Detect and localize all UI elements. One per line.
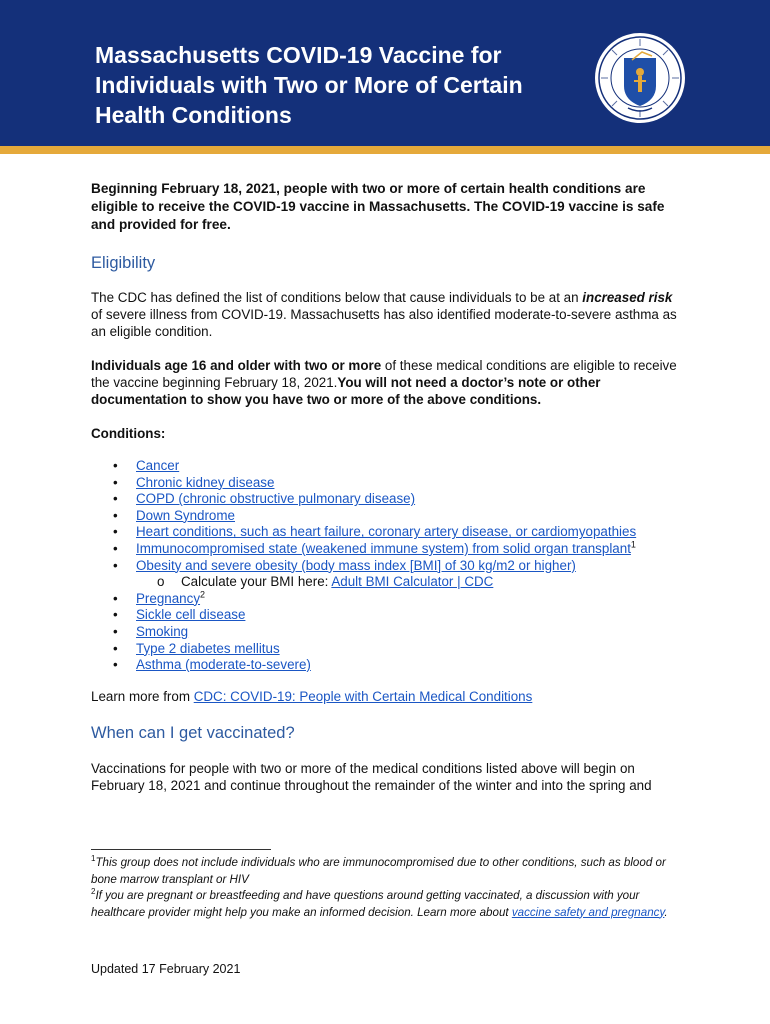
updated-date: Updated 17 February 2021: [91, 962, 241, 976]
bullet: •: [113, 607, 118, 623]
list-item: [91, 524, 636, 541]
p1-text: The CDC has defined the list of conditions below that cause individuals to be at an: [91, 290, 583, 305]
list-item: [91, 508, 636, 525]
when-paragraph: Vaccinations for people with two or more of the medical conditions listed above will begin on February 18, 2021 and continue throughout the remainder of the winter and into the spring and: [91, 761, 652, 793]
list-item: [91, 558, 636, 575]
list-item: [91, 491, 636, 508]
learn-more-line: [91, 688, 681, 705]
list-item: [91, 458, 636, 475]
footnote-1-number: 1: [91, 854, 96, 864]
massachusetts-seal-icon: [594, 32, 686, 124]
list-item: [91, 641, 636, 658]
bullet: •: [113, 507, 118, 523]
footnote-1: [91, 855, 681, 888]
condition-link-diabetes[interactable]: Type 2 diabetes mellitus: [136, 640, 280, 656]
footnote-ref-2: 2: [200, 589, 206, 600]
condition-link-down-syndrome[interactable]: Down Syndrome: [136, 507, 235, 523]
footnote-1-text: This group does not include individuals who are immunocompromised due to other conditions, such as blood or bone marrow transplant or HIV: [91, 856, 666, 886]
condition-link-immunocompromised[interactable]: Immunocompromised state (weakened immune system) from solid organ transplant: [136, 540, 631, 556]
p1-text-end: of severe illness from COVID-19. Massachusetts has also identified moderate-to-severe asthma as an eligible condition.: [91, 307, 677, 339]
list-item: [91, 541, 636, 558]
footnote-ref-1: 1: [630, 539, 636, 550]
condition-link-cancer[interactable]: Cancer: [136, 458, 180, 473]
list-item: [91, 657, 636, 674]
list-item: [91, 607, 636, 624]
bullet: •: [113, 540, 118, 556]
p1-emphasis: increased risk: [582, 290, 673, 305]
vaccine-safety-link[interactable]: vaccine safety and pregnancy: [511, 905, 665, 919]
bmi-calculator-link[interactable]: Adult BMI Calculator | CDC: [331, 574, 494, 590]
footnote-2-text: If you are pregnant or breastfeeding and have questions around getting vaccinated, a discussion with your healthcare provider might help you make an informed decision. Learn more about: [91, 889, 640, 919]
intro-paragraph: Beginning February 18, 2021, people with two or more of certain health conditions are eligible to receive the COVID-19 vaccine in Massachusetts. The COVID-19 vaccine is safe and provided for free.: [91, 181, 665, 232]
sub-bullet: o: [157, 574, 165, 590]
bullet: •: [113, 524, 118, 540]
header-accent-stripe: [0, 146, 770, 154]
footnote-2: [91, 888, 681, 921]
eligibility-paragraph-2: [91, 357, 681, 408]
conditions-label: Conditions:: [91, 426, 166, 441]
list-item: [91, 475, 636, 492]
bullet: •: [113, 657, 118, 673]
page-title: Massachusetts COVID-19 Vaccine for Individuals with Two or More of Certain Health Conditions: [95, 42, 523, 128]
bmi-text: Calculate your BMI here:: [181, 574, 332, 590]
eligibility-paragraph-1: [91, 289, 681, 340]
condition-link-asthma[interactable]: Asthma (moderate-to-severe): [136, 657, 311, 673]
condition-link-smoking[interactable]: Smoking: [136, 623, 189, 639]
footnotes: [91, 855, 681, 921]
condition-link-copd[interactable]: COPD (chronic obstructive pulmonary disease): [136, 491, 416, 507]
condition-link-obesity[interactable]: Obesity and severe obesity (body mass index [BMI] of 30 kg/m2 or higher): [136, 557, 576, 573]
list-item: [91, 591, 636, 608]
when-heading: When can I get vaccinated?: [91, 724, 295, 742]
condition-link-kidney[interactable]: Chronic kidney disease: [136, 474, 275, 490]
list-item: [91, 624, 636, 641]
bullet: •: [113, 491, 118, 507]
condition-link-pregnancy[interactable]: Pregnancy: [136, 590, 201, 606]
bullet: •: [113, 590, 118, 606]
bullet: •: [113, 474, 118, 490]
footnote-divider: [91, 849, 271, 850]
bullet: •: [113, 623, 118, 639]
footnote-2-end: .: [664, 905, 668, 919]
eligibility-heading: Eligibility: [91, 254, 156, 272]
footnote-2-number: 2: [91, 887, 96, 897]
bullet: •: [113, 458, 118, 473]
p2-bold-tail: You will not need a doctor’s note or other documentation to show you have two or more of the above conditions.: [91, 375, 601, 407]
p2-text: of these medical conditions are eligible to receive the vaccine beginning February 18, 2021.: [91, 358, 677, 390]
conditions-list: [91, 458, 636, 674]
bullet: •: [113, 640, 118, 656]
condition-link-heart[interactable]: Heart conditions, such as heart failure, coronary artery disease, or cardiomyopathies: [136, 524, 637, 540]
learn-more-text: Learn more from: [91, 689, 194, 704]
p2-bold-lead: Individuals age 16 and older with two or more: [91, 358, 382, 373]
cdc-conditions-link[interactable]: CDC: COVID-19: People with Certain Medical Conditions: [193, 689, 533, 704]
list-item-sub: [91, 574, 636, 591]
condition-link-sickle-cell[interactable]: Sickle cell disease: [136, 607, 246, 623]
bullet: •: [113, 557, 118, 573]
